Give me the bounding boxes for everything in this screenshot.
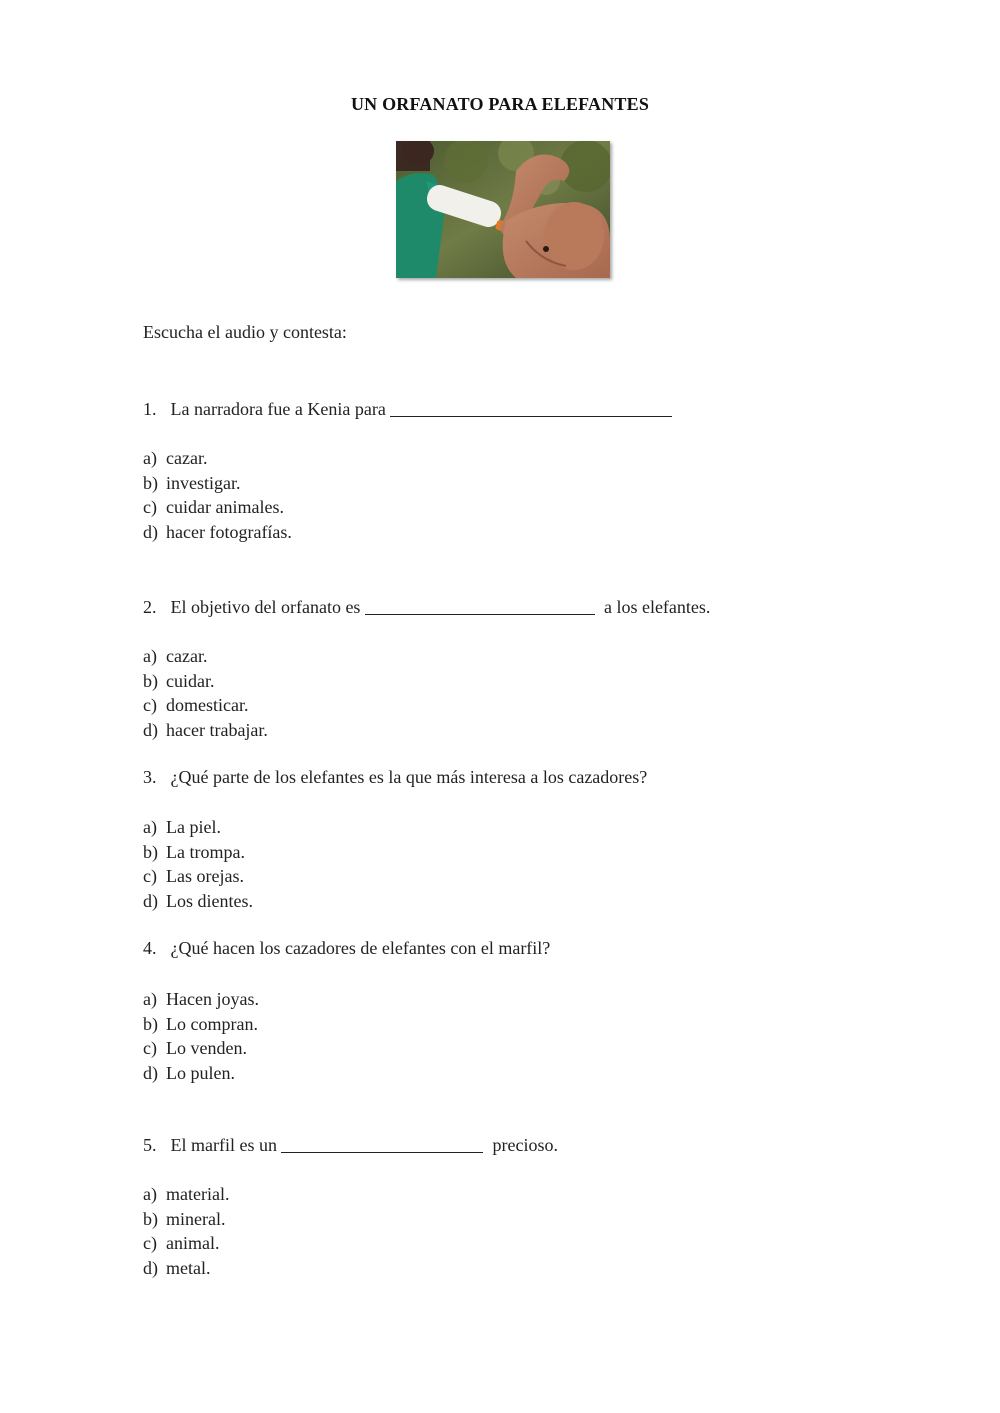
option-text: Hacen joyas. [166,989,259,1009]
option-letter: c) [143,695,157,715]
option-letter: a) [143,817,157,837]
option-text: cazar. [166,448,208,468]
option-text: hacer fotografías. [166,521,292,542]
question-5 [143,1134,558,1156]
option-letter: a) [143,646,157,666]
elephant-feeding-photo [396,141,610,278]
option-letter: b) [143,670,158,691]
question-text-after: a los elefantes. [603,597,711,617]
option-text: animal. [166,1233,220,1253]
options-question-2 [143,644,268,742]
option-a[interactable] [143,644,268,669]
option-a[interactable] [143,446,292,471]
option-b[interactable] [143,1012,259,1037]
option-letter: c) [143,866,157,886]
option-letter: a) [143,1184,157,1204]
option-text: cazar. [166,646,208,666]
question-number: 1. [143,399,157,419]
option-letter: c) [143,1038,157,1058]
option-b[interactable] [143,471,292,496]
page-title: UN ORFANATO PARA ELEFANTES [350,94,650,114]
answer-blank[interactable] [365,596,595,615]
question-number: 4. [143,938,157,958]
question-text: El objetivo del orfanato es [170,597,361,617]
option-a[interactable] [143,1182,229,1207]
instruction-text: Escucha el audio y contesta: [143,322,347,342]
option-d[interactable] [143,718,268,743]
photo-illustration [396,141,610,278]
option-text: Los dientes. [166,890,253,911]
options-question-3 [143,815,253,913]
option-text: metal. [166,1257,211,1278]
question-1 [143,398,672,420]
question-number: 2. [143,597,157,617]
option-letter: d) [143,719,158,740]
answer-blank[interactable] [281,1134,483,1153]
options-question-1 [143,446,292,544]
answer-blank[interactable] [390,398,672,417]
options-question-4 [143,987,259,1085]
question-3 [143,767,647,788]
question-text-after: precioso. [492,1135,558,1155]
option-letter: d) [143,1257,158,1278]
option-letter: c) [143,497,157,517]
option-text: Lo pulen. [166,1062,235,1083]
option-d[interactable] [143,1061,259,1086]
option-text: domesticar. [166,695,249,715]
option-letter: d) [143,521,158,542]
option-text: Lo venden. [166,1038,247,1058]
option-letter: b) [143,1208,158,1229]
option-letter: a) [143,448,157,468]
option-letter: a) [143,989,157,1009]
question-number: 5. [143,1135,157,1155]
question-4 [143,938,550,959]
question-text: La narradora fue a Kenia para [170,399,386,419]
option-a[interactable] [143,815,253,840]
option-text: hacer trabajar. [166,719,268,740]
option-text: Lo compran. [166,1013,258,1034]
option-d[interactable] [143,1256,229,1281]
question-2 [143,596,710,618]
option-letter: d) [143,890,158,911]
option-text: La trompa. [166,841,245,862]
option-text: cuidar. [166,670,215,691]
option-a[interactable] [143,987,259,1012]
option-letter: b) [143,1013,158,1034]
question-text: ¿Qué parte de los elefantes es la que más interesa a los cazadores? [170,767,648,787]
option-text: mineral. [166,1208,226,1229]
question-text: El marfil es un [170,1135,277,1155]
option-text: investigar. [166,472,241,493]
option-text: cuidar animales. [166,497,284,517]
options-question-5 [143,1182,229,1280]
option-letter: b) [143,472,158,493]
option-d[interactable] [143,889,253,914]
option-c[interactable] [143,693,268,718]
option-c[interactable] [143,1231,229,1256]
option-letter: b) [143,841,158,862]
option-c[interactable] [143,864,253,889]
option-text: material. [166,1184,230,1204]
option-text: La piel. [166,817,221,837]
option-text: Las orejas. [166,866,244,886]
option-b[interactable] [143,840,253,865]
option-c[interactable] [143,495,292,520]
option-b[interactable] [143,669,268,694]
option-c[interactable] [143,1036,259,1061]
question-number: 3. [143,767,157,787]
question-text: ¿Qué hacen los cazadores de elefantes con el marfil? [170,938,551,958]
option-letter: c) [143,1233,157,1253]
option-d[interactable] [143,520,292,545]
option-b[interactable] [143,1207,229,1232]
option-letter: d) [143,1062,158,1083]
